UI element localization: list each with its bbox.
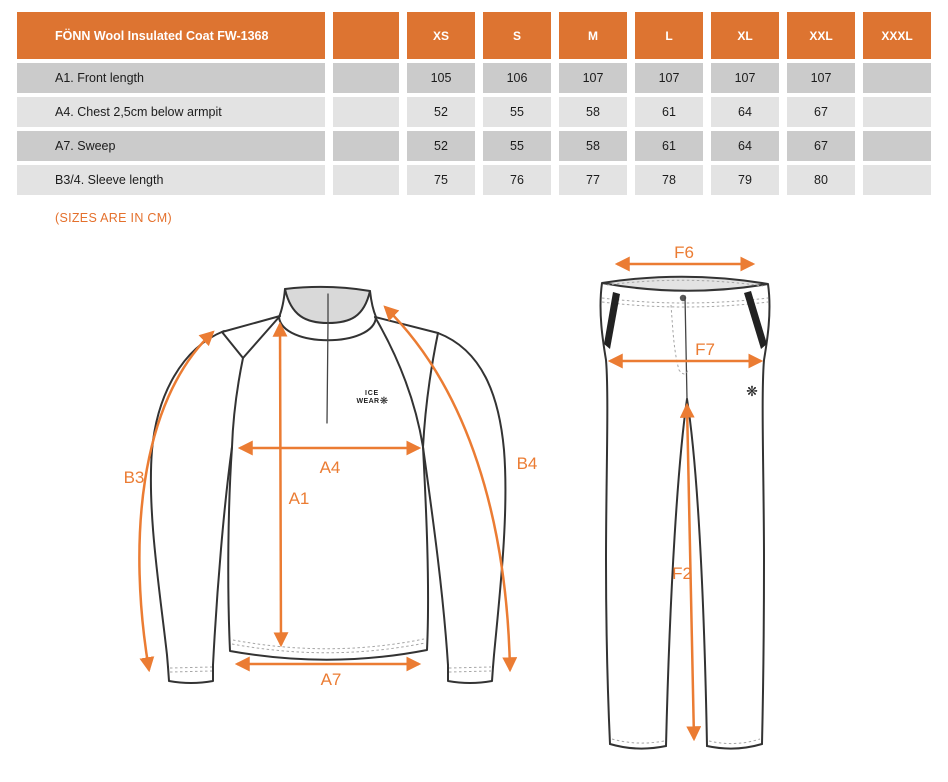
- row-label-sleeve-length: B3/4. Sleeve length: [17, 165, 325, 195]
- value-cell: 55: [483, 97, 551, 127]
- value-cell: 67: [787, 97, 855, 127]
- row-spacer-cell: [333, 97, 399, 127]
- value-cell: [863, 63, 931, 93]
- size-header-s: S: [483, 12, 551, 59]
- value-cell: 80: [787, 165, 855, 195]
- value-cell: 105: [407, 63, 475, 93]
- value-cell: [863, 131, 931, 161]
- jacket-body: [222, 316, 438, 660]
- value-cell: 75: [407, 165, 475, 195]
- size-header-xl: XL: [711, 12, 779, 59]
- left-pocket: [604, 292, 620, 349]
- a1-label: A1: [288, 489, 310, 508]
- f6-label: F6: [674, 243, 694, 262]
- b4-arrow: [385, 307, 510, 670]
- a7-label: A7: [320, 670, 342, 689]
- jacket-drawing: [124, 287, 538, 689]
- value-cell: 58: [559, 131, 627, 161]
- value-cell: 52: [407, 97, 475, 127]
- jacket-measurements: [124, 307, 538, 689]
- pants-fly: [671, 296, 688, 399]
- snowflake-icon: ❋: [379, 396, 389, 407]
- size-table: [17, 12, 931, 195]
- value-cell: 61: [635, 97, 703, 127]
- hem-stitching: [233, 639, 424, 649]
- logo-text-ice: ICE: [364, 390, 380, 397]
- value-cell: 78: [635, 165, 703, 195]
- value-cell: 64: [711, 131, 779, 161]
- right-cuff-stitching: [449, 667, 491, 668]
- pants-outline: [601, 283, 770, 749]
- size-header-xxxl: XXXL: [863, 12, 931, 59]
- sizes-unit-note: (SIZES ARE IN CM): [55, 211, 172, 225]
- left-cuff-stitching: [170, 671, 212, 672]
- value-cell: [863, 97, 931, 127]
- left-leg-hem-stitching: [612, 739, 664, 743]
- measurement-diagram: [0, 240, 948, 782]
- f2-label: F2: [672, 564, 692, 583]
- right-leg-hem-stitching: [709, 739, 760, 744]
- size-header-xxl: XXL: [787, 12, 855, 59]
- left-cuff-stitching: [170, 667, 212, 668]
- table-header-spacer-cell: [333, 12, 399, 59]
- value-cell: 77: [559, 165, 627, 195]
- jacket-right-sleeve: [423, 333, 505, 683]
- b4-label: B4: [516, 454, 538, 473]
- value-cell: 107: [559, 63, 627, 93]
- row-spacer-cell: [333, 63, 399, 93]
- hem-stitching: [232, 643, 425, 653]
- row-spacer-cell: [333, 165, 399, 195]
- value-cell: 52: [407, 131, 475, 161]
- right-pocket: [744, 291, 767, 349]
- value-cell: 107: [635, 63, 703, 93]
- a4-label: A4: [319, 458, 341, 477]
- value-cell: 58: [559, 97, 627, 127]
- size-header-l: L: [635, 12, 703, 59]
- f7-label: F7: [695, 340, 715, 359]
- value-cell: 67: [787, 131, 855, 161]
- value-cell: 61: [635, 131, 703, 161]
- value-cell: 106: [483, 63, 551, 93]
- icewear-logo: [357, 390, 389, 407]
- value-cell: 107: [711, 63, 779, 93]
- pants-snowflake-icon: ❋: [746, 383, 758, 399]
- row-spacer-cell: [333, 131, 399, 161]
- value-cell: 76: [483, 165, 551, 195]
- row-label-chest: A4. Chest 2,5cm below armpit: [17, 97, 325, 127]
- b3-label: B3: [123, 468, 145, 487]
- row-label-front-length: A1. Front length: [17, 63, 325, 93]
- size-header-m: M: [559, 12, 627, 59]
- a1-arrow: [280, 324, 281, 645]
- value-cell: [863, 165, 931, 195]
- jacket-left-sleeve: [151, 331, 232, 683]
- zipper-line: [327, 322, 328, 423]
- logo-text-wear: WEAR: [356, 398, 380, 405]
- right-cuff-stitching: [449, 671, 491, 672]
- table-title: FÖNN Wool Insulated Coat FW-1368: [17, 12, 325, 59]
- value-cell: 79: [711, 165, 779, 195]
- size-header-xs: XS: [407, 12, 475, 59]
- row-label-sweep: A7. Sweep: [17, 131, 325, 161]
- pants-drawing: [601, 243, 770, 749]
- value-cell: 107: [787, 63, 855, 93]
- value-cell: 64: [711, 97, 779, 127]
- value-cell: 55: [483, 131, 551, 161]
